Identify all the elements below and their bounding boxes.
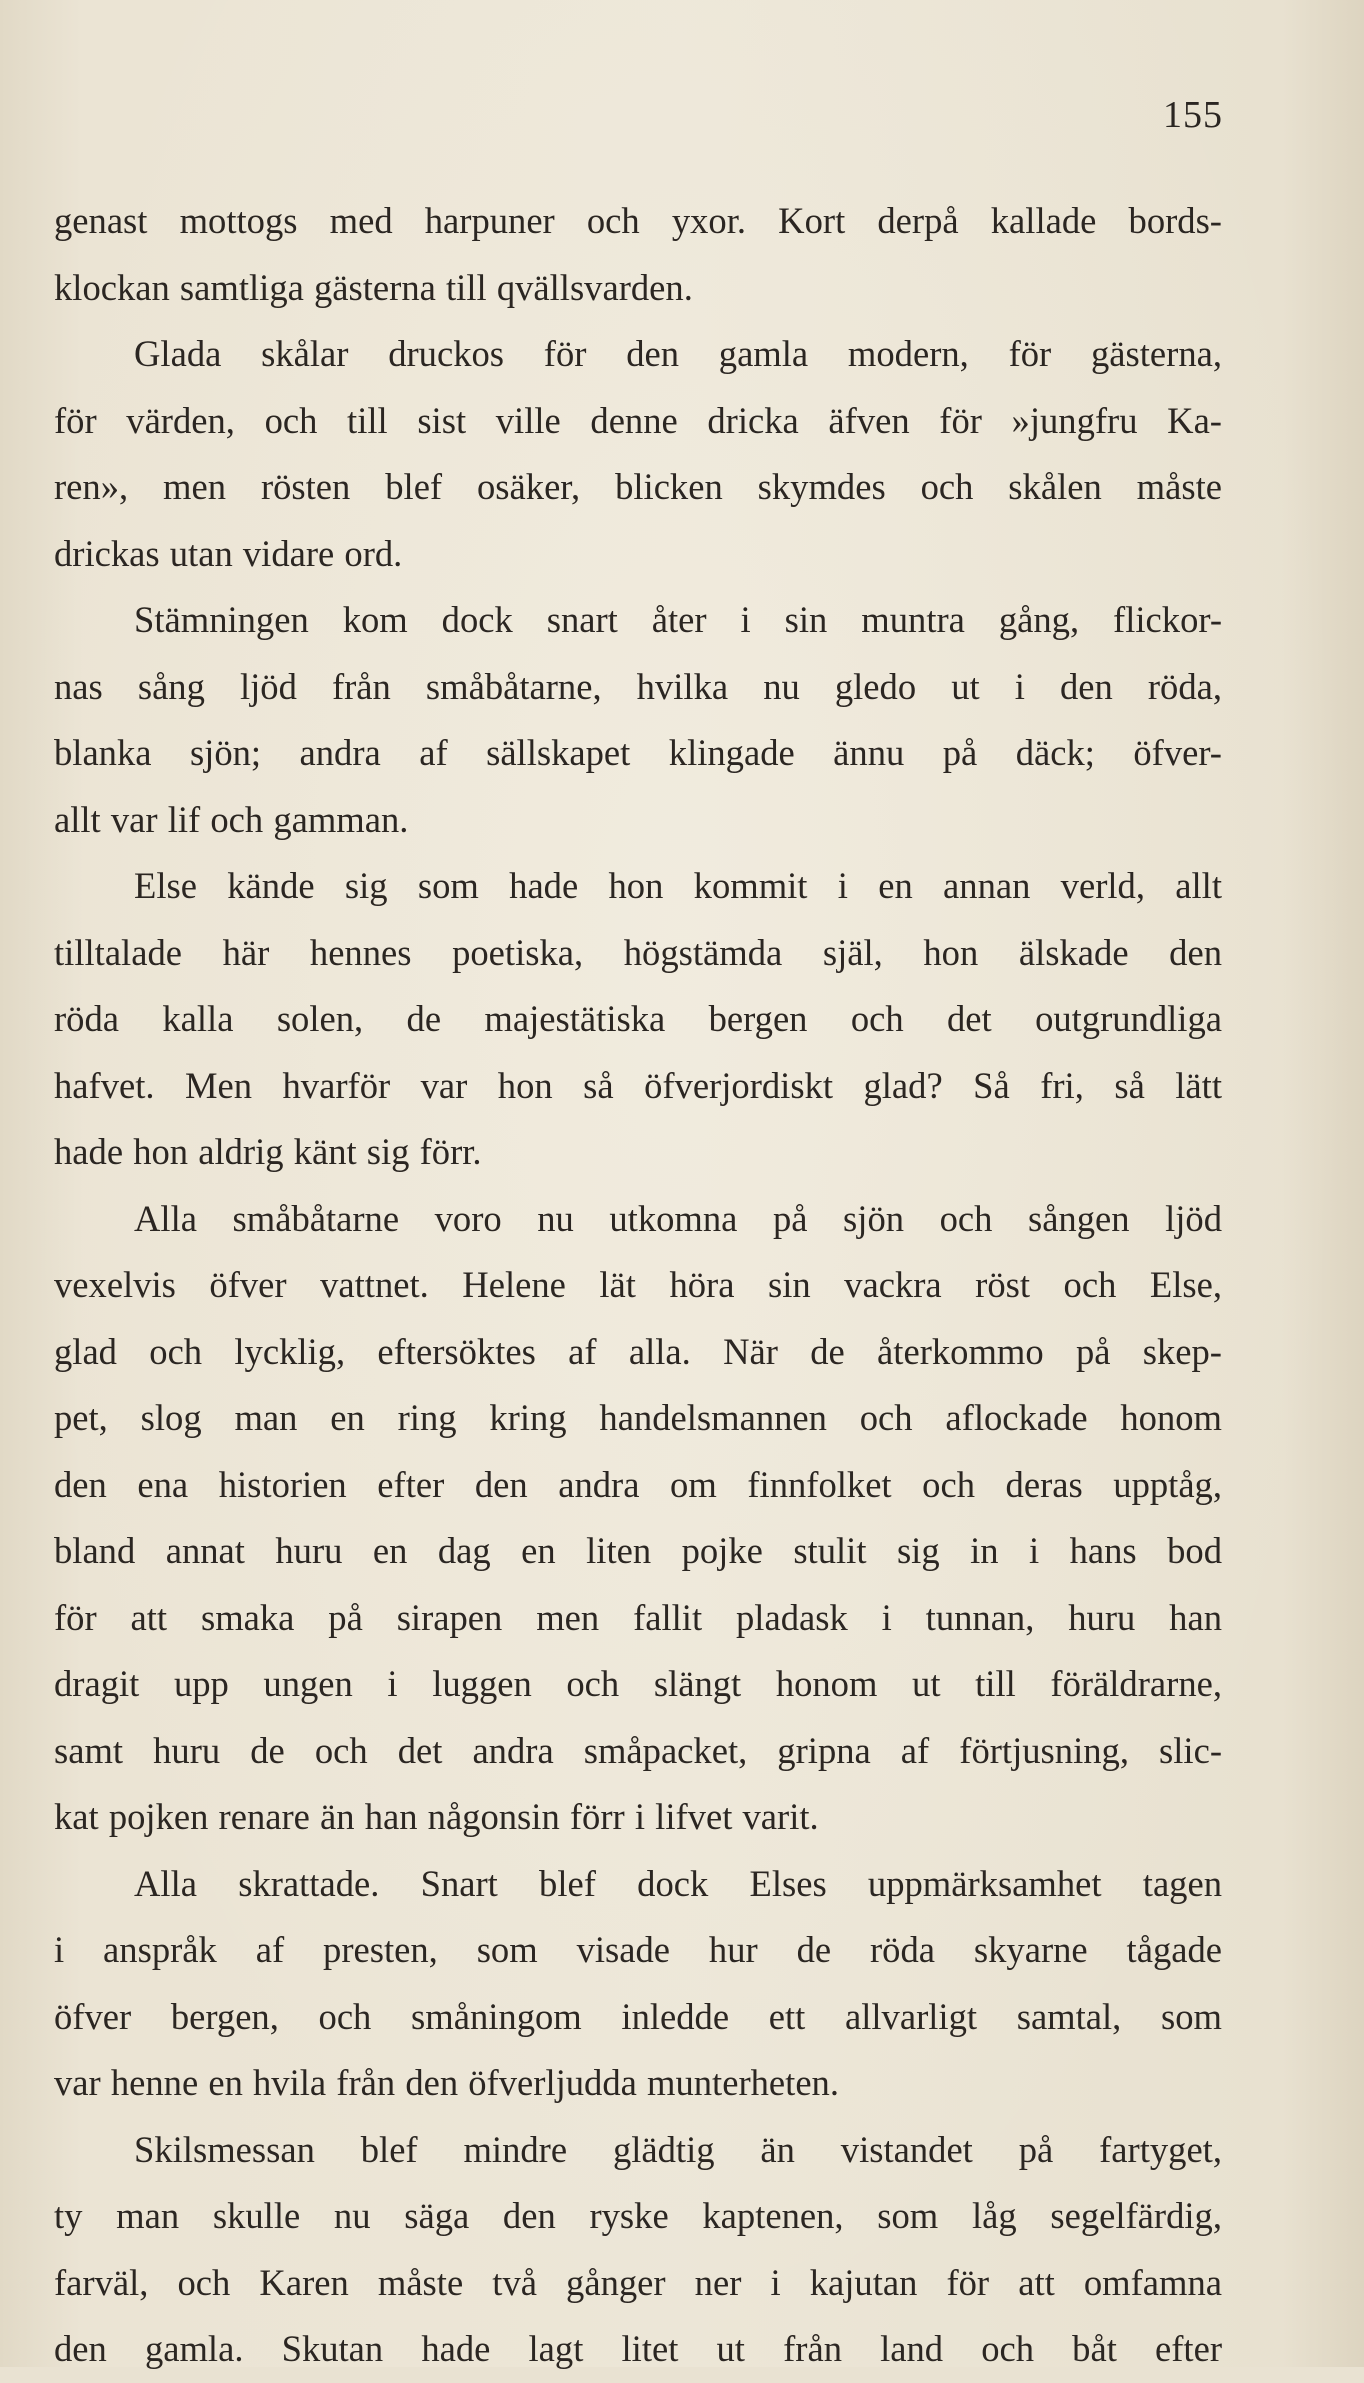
- text-line: blanka sjön; andra af sällskapet klingade ännu på däck; öfver-: [54, 732, 1222, 773]
- text-line: samt huru de och det andra småpacket, gripna af förtjusning, slic-: [54, 1729, 1222, 1771]
- text-line: farväl, och Karen måste två gånger ner i kajutan för att omfamna: [54, 2261, 1222, 2303]
- page-number: 155: [1163, 94, 1223, 136]
- text-line: genast mottogs med harpuner och yxor. Kort derpå kallade bords-: [54, 200, 1222, 241]
- text-line: glad och lycklig, eftersöktes af alla. När de återkommo på skep-: [54, 1330, 1222, 1372]
- text-line: hade hon aldrig känt sig förr.: [54, 1131, 482, 1172]
- text-line: nas sång ljöd från småbåtarne, hvilka nu gledo ut i den röda,: [54, 665, 1222, 707]
- text-line: Alla småbåtarne voro nu utkomna på sjön och sången ljöd: [134, 1197, 1222, 1239]
- body-text: [54, 188, 1222, 2383]
- text-line: tilltalade här hennes poetiska, högstämda själ, hon älskade den: [54, 931, 1222, 973]
- text-line: vexelvis öfver vattnet. Helene lät höra sin vackra röst och Else,: [54, 1264, 1222, 1305]
- text-line: den gamla. Skutan hade lagt litet ut från land och båt efter: [54, 2328, 1222, 2369]
- text-line: bland annat huru en dag en liten pojke stulit sig in i hans bod: [54, 1530, 1222, 1571]
- text-line: dragit upp ungen i luggen och slängt honom ut till föräldrarne,: [54, 1663, 1222, 1704]
- text-line: Stämningen kom dock snart åter i sin muntra gång, flickor-: [134, 599, 1222, 640]
- text-line: Alla skrattade. Snart blef dock Elses uppmärksamhet tagen: [134, 1862, 1222, 1904]
- text-line: hafvet. Men hvarför var hon så öfverjordiskt glad? Så fri, så lätt: [54, 1064, 1222, 1106]
- text-line: pet, slog man en ring kring handelsmannen och aflockade honom: [54, 1397, 1222, 1438]
- text-line: drickas utan vidare ord.: [54, 532, 403, 574]
- text-line: allt var lif och gamman.: [54, 798, 409, 840]
- text-line: Glada skålar druckos för den gamla modern, för gästerna,: [134, 333, 1222, 374]
- text-line: kat pojken renare än han någonsin förr i lifvet varit.: [54, 1796, 819, 1837]
- text-line: röda kalla solen, de majestätiska bergen och det outgrundliga: [54, 998, 1222, 1039]
- text-line: klockan samtliga gästerna till qvällsvarden.: [54, 266, 693, 308]
- text-line: öfver bergen, och småningom inledde ett allvarligt samtal, som: [54, 1995, 1222, 2037]
- text-line: ren», men rösten blef osäker, blicken skymdes och skålen måste: [54, 466, 1222, 507]
- text-line: den ena historien efter den andra om finnfolket och deras upptåg,: [54, 1463, 1222, 1505]
- text-line: för värden, och till sist ville denne dricka äfven för »jungfru Ka-: [54, 399, 1222, 441]
- text-line: ty man skulle nu säga den ryske kaptenen, som låg segelfärdig,: [54, 2195, 1222, 2236]
- text-line: för att smaka på sirapen men fallit pladask i tunnan, huru han: [54, 1596, 1222, 1638]
- text-line: Else kände sig som hade hon kommit i en annan verld, allt: [134, 865, 1222, 906]
- text-line: Skilsmessan blef mindre glädtig än vistandet på fartyget,: [134, 2128, 1222, 2170]
- text-line: i anspråk af presten, som visade hur de röda skyarne tågade: [54, 1929, 1222, 1970]
- text-line: var henne en hvila från den öfverljudda munterheten.: [54, 2062, 839, 2103]
